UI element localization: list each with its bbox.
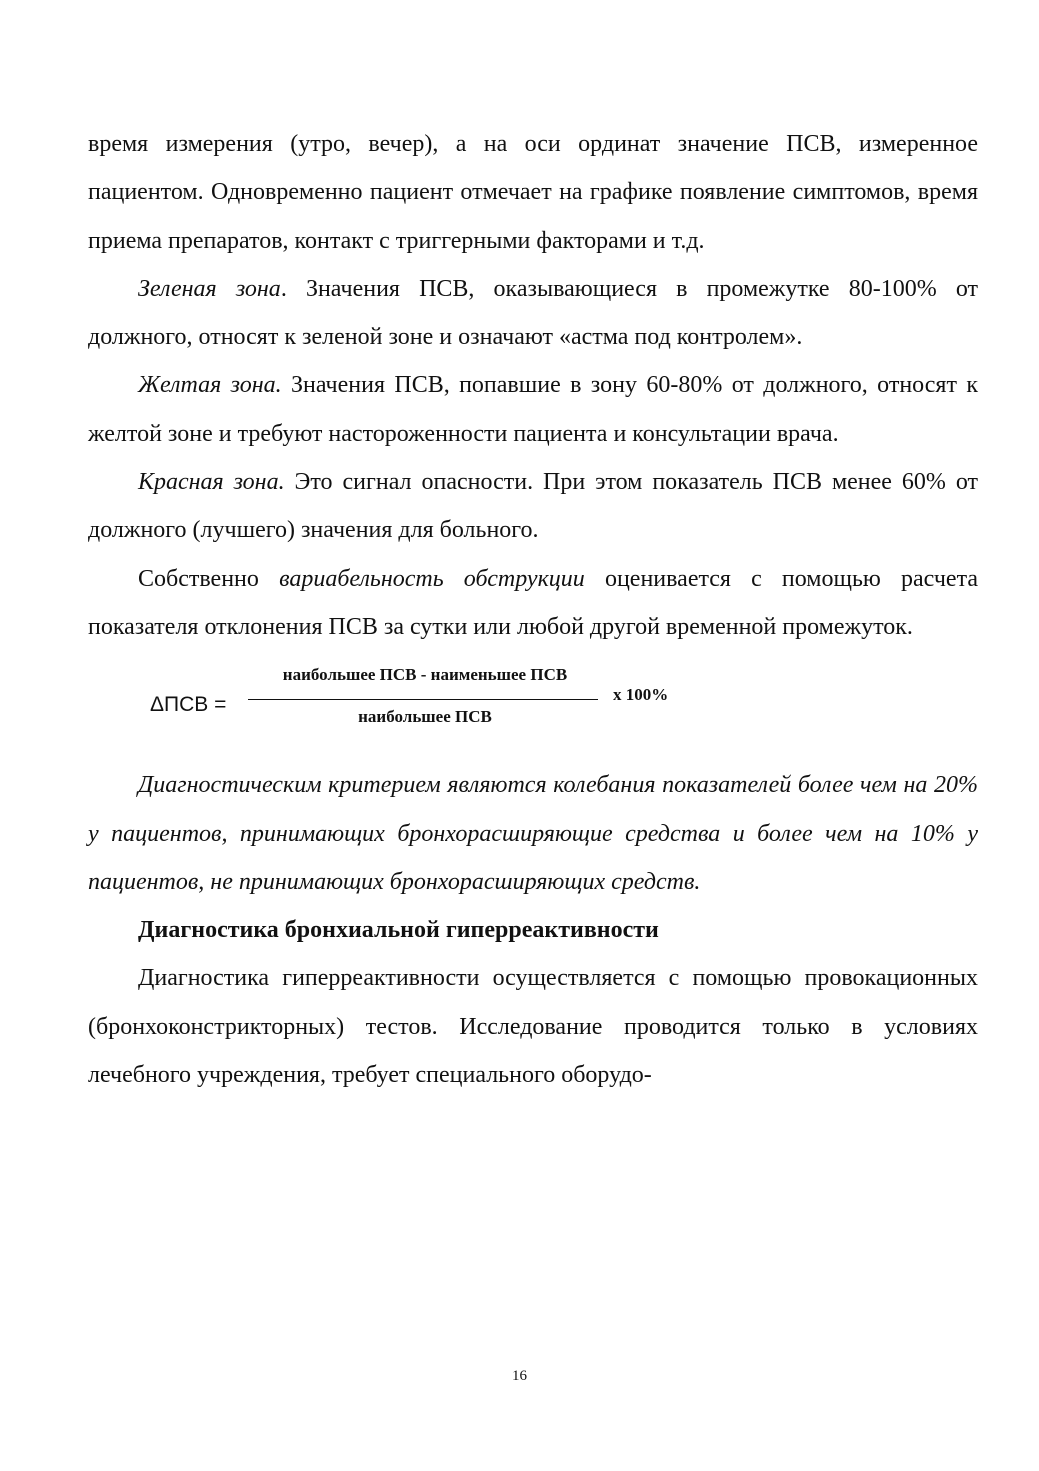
diagnostic-criterion-text: Диагностическим критерием являются колебания показателей более чем на 20% у пациентов, принимающих бронхорасширяющие средства и более чем на 10% у пациентов, не принимающих бронхорасширяющих средств. — [88, 772, 978, 895]
variability-after: оценивается с помощью расчета показателя отклонения ПСВ за сутки или любой другой временной промежуток. — [88, 565, 979, 640]
formula-numerator: наибольшее ПСВ - наименьшее ПСВ — [282, 665, 568, 685]
formula-fraction-bar — [248, 699, 598, 700]
variability-term: вариабельность обструкции — [279, 565, 585, 592]
red-zone-text: Это сигнал опасности. При этом показатель ПСВ менее 60% от должного (лучшего) значения для больного. — [88, 469, 979, 544]
paragraph-variability — [88, 555, 978, 652]
page-number: 16 — [512, 1368, 527, 1384]
yellow-zone-text: Значения ПСВ, попавшие в зону 60-80% от должного, относят к желтой зоне и требуют настороженности пациента и консультации врача. — [88, 372, 978, 447]
section-heading: Диагностика бронхиальной гиперреактивности — [138, 917, 659, 944]
paragraph-diagnostic-criterion — [88, 761, 978, 906]
formula-lhs: ΔПСВ = — [150, 693, 227, 717]
psv-variability-formula — [88, 663, 978, 755]
paragraph-hyperreactivity: Диагностика гиперреактивности осуществляется с помощью провокационных (бронхоконстрикторных) тестов. Исследование проводится только в условиях лечебного учреждения, требует специального оборудо- — [88, 965, 978, 1089]
variability-before: Собственно — [138, 565, 280, 592]
paragraph-green-zone — [88, 265, 978, 362]
red-zone-term: Красная зона. — [138, 469, 285, 496]
formula-denominator: наибольшее ПСВ — [358, 707, 492, 727]
paragraph-red-zone — [88, 458, 978, 555]
green-zone-term: Зеленая зона — [138, 275, 281, 302]
green-zone-text: . Значения ПСВ, оказывающиеся в промежутке 80-100% от должного, относят к зеленой зоне и означают «астма под контролем». — [88, 275, 979, 351]
yellow-zone-term: Желтая зона. — [138, 372, 282, 399]
paragraph-measurement: время измерения (утро, вечер), а на оси ординат значение ПСВ, измеренное пациентом. Одновременно пациент отмечает на графике появление симптомов, время приема препаратов, контакт с триггерными факторами и т.д. — [88, 131, 978, 254]
paragraph-yellow-zone — [88, 361, 978, 458]
formula-multiplier: x 100% — [613, 685, 669, 705]
document-page — [88, 120, 978, 1099]
